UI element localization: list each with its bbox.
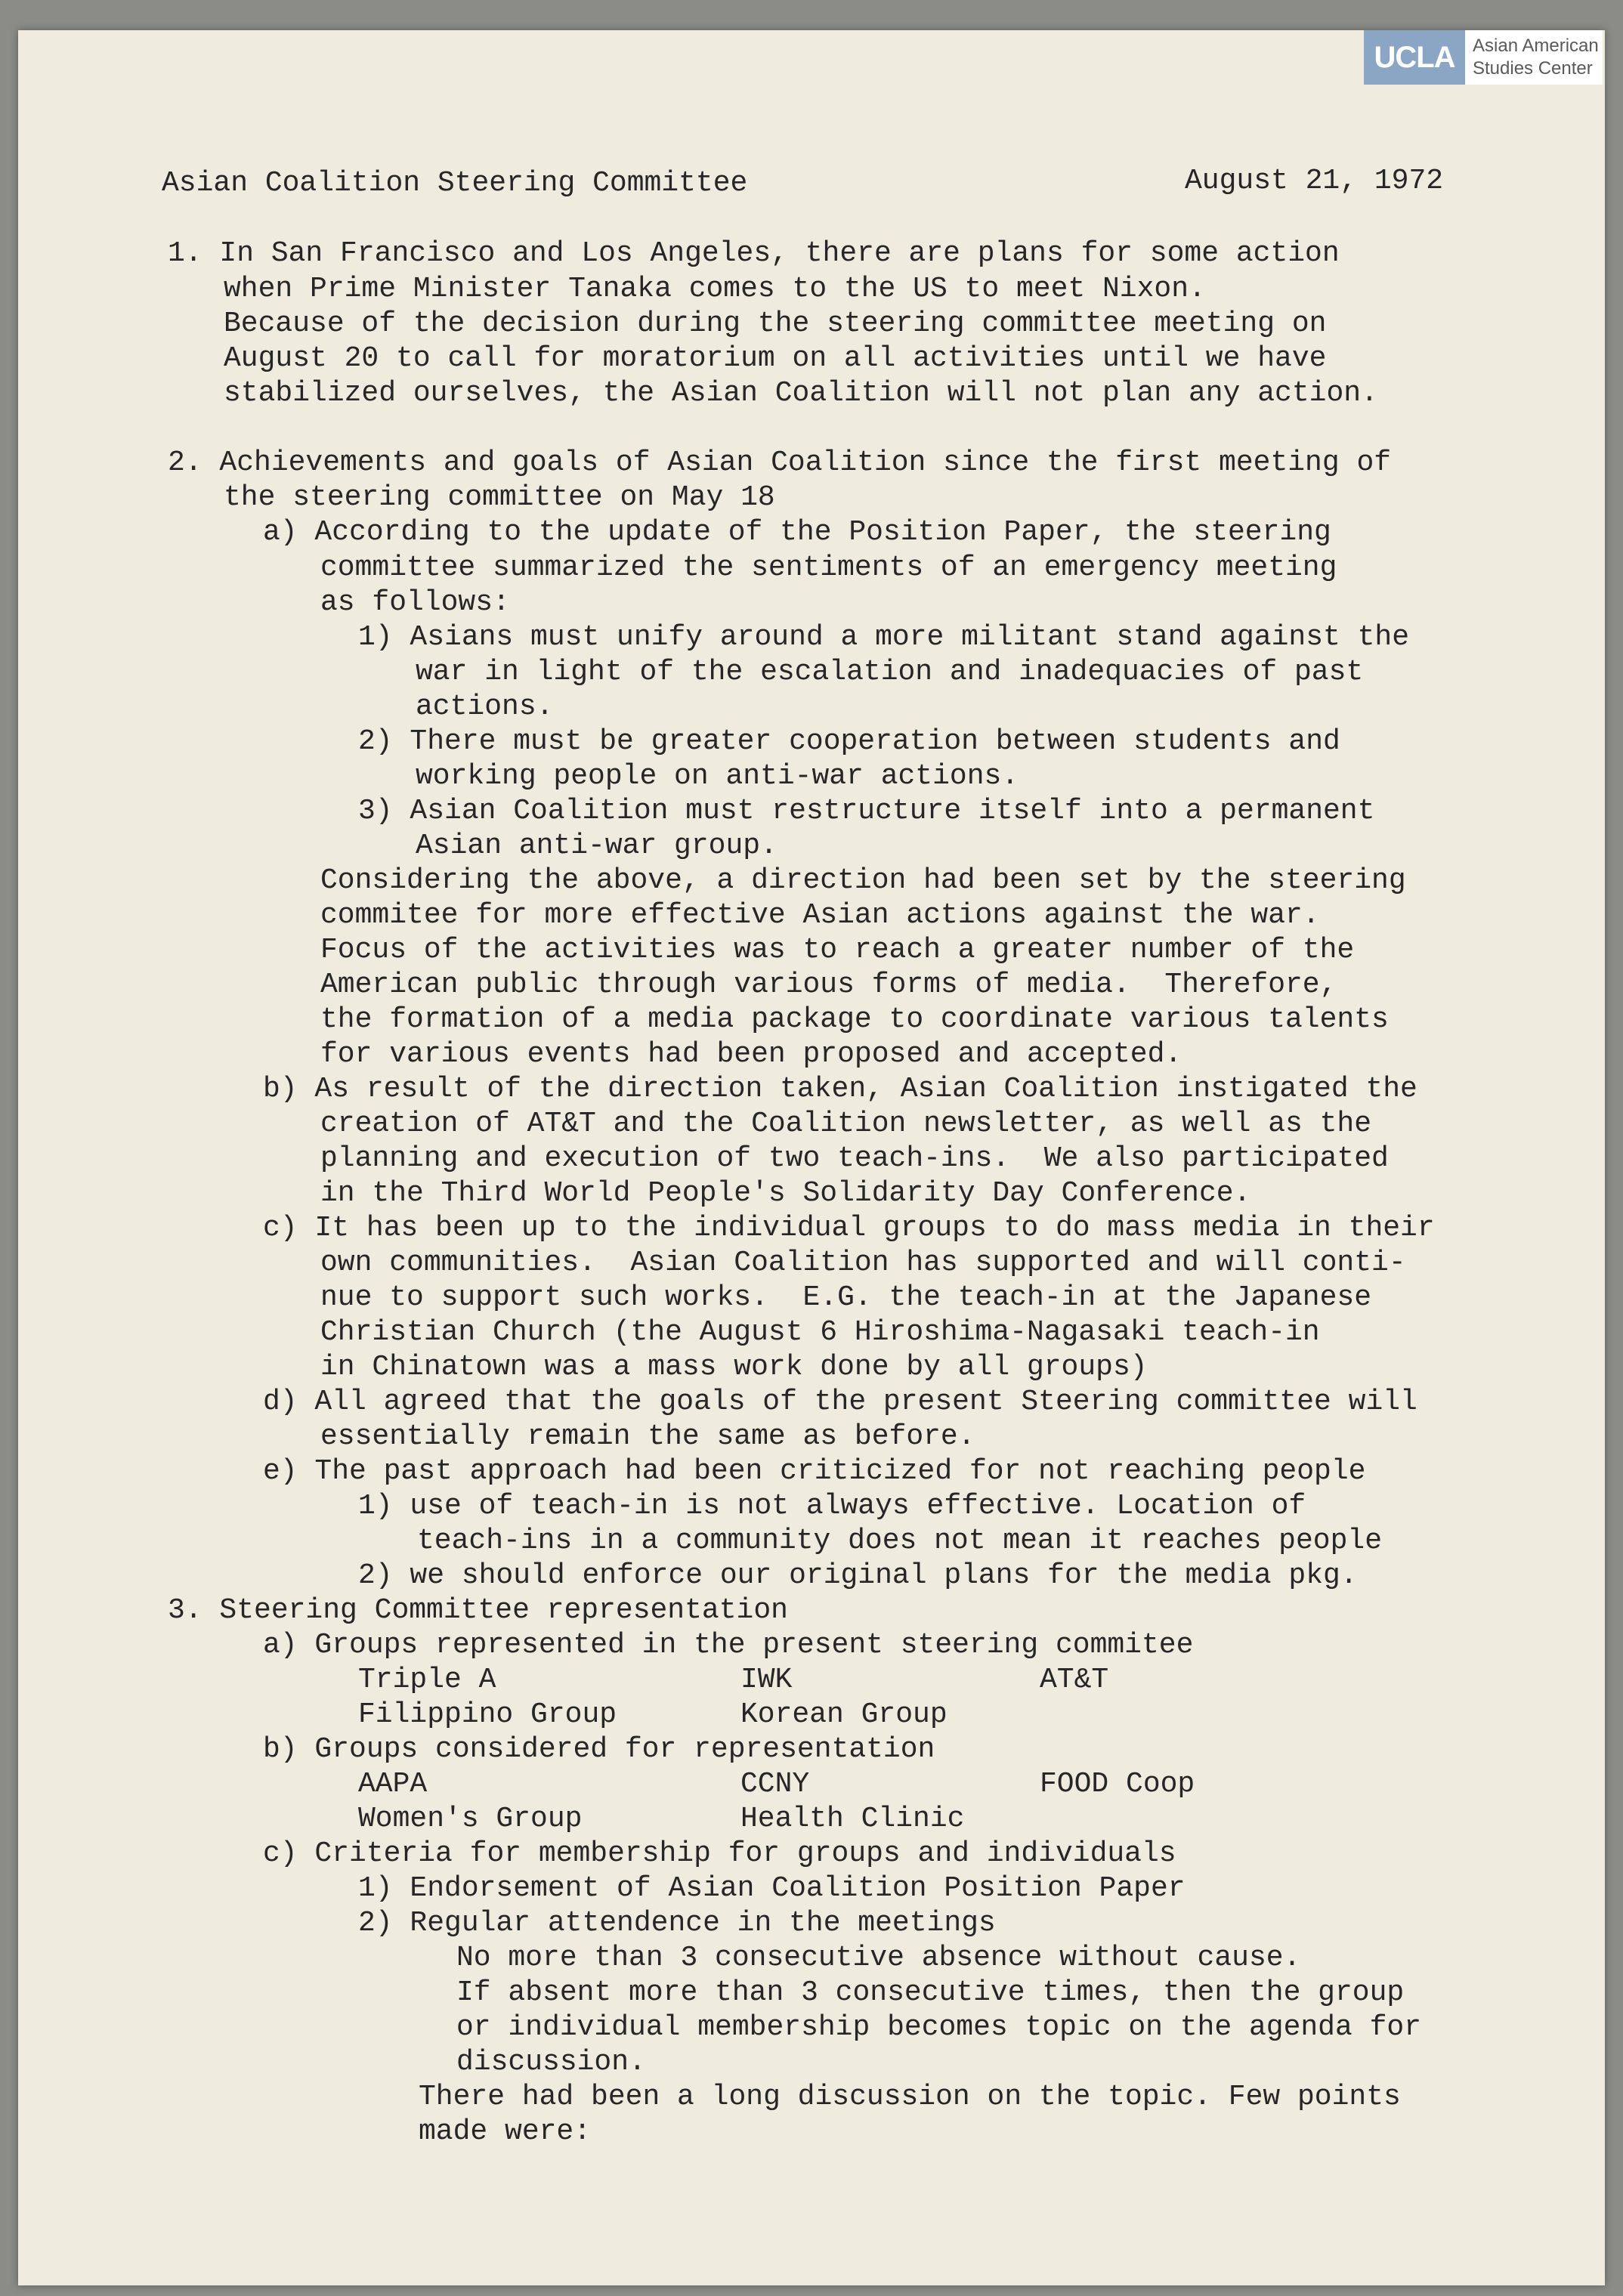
- text-line: b) As result of the direction taken, Asian Coalition instigated the: [263, 1073, 1417, 1105]
- text-line: CCNY: [740, 1768, 810, 1800]
- text-line: actions.: [416, 691, 554, 723]
- text-line: 3. Steering Committee representation: [168, 1594, 788, 1627]
- text-line: war in light of the escalation and inadequacies of past: [416, 656, 1364, 688]
- text-line: 2) There must be greater cooperation between students and: [358, 725, 1340, 758]
- text-line: made were:: [419, 2115, 592, 2148]
- text-line: when Prime Minister Tanaka comes to the US to meet Nixon.: [224, 273, 1206, 305]
- text-line: stabilized ourselves, the Asian Coalition will not plan any action.: [224, 377, 1378, 409]
- text-line: 1) Endorsement of Asian Coalition Position Paper: [358, 1872, 1186, 1905]
- text-line: teach-ins in a community does not mean it reaches people: [417, 1525, 1383, 1557]
- archive-badge: [1364, 30, 1603, 85]
- text-line: August 20 to call for moratorium on all activities until we have: [224, 342, 1327, 375]
- ucla-logo: UCLA: [1364, 30, 1465, 85]
- text-line: commitee for more effective Asian actions against the war.: [320, 899, 1320, 932]
- text-line: 1) use of teach-in is not always effective. Location of: [358, 1490, 1306, 1522]
- text-line: essentially remain the same as before.: [320, 1420, 975, 1453]
- text-line: c) Criteria for membership for groups and individuals: [263, 1837, 1176, 1870]
- text-line: c) It has been up to the individual groups to do mass media in their: [263, 1212, 1435, 1244]
- text-line: Because of the decision during the steering committee meeting on: [224, 307, 1327, 340]
- text-line: 1) Asians must unify around a more militant stand against the: [358, 621, 1410, 654]
- text-line: a) According to the update of the Position Paper, the steering: [263, 516, 1331, 549]
- text-line: creation of AT&T and the Coalition newsletter, as well as the: [320, 1108, 1372, 1140]
- text-line: Women's Group: [358, 1803, 583, 1835]
- text-line: or individual membership becomes topic on the agenda for: [456, 2011, 1422, 2044]
- text-line: own communities. Asian Coalition has supported and will conti-: [320, 1247, 1406, 1279]
- text-line: No more than 3 consecutive absence without cause.: [456, 1942, 1301, 1974]
- text-line: d) All agreed that the goals of the present Steering committee will: [263, 1386, 1417, 1418]
- text-line: working people on anti-war actions.: [416, 760, 1019, 793]
- text-line: Asian anti-war group.: [416, 830, 777, 862]
- text-line: Focus of the activities was to reach a greater number of the: [320, 934, 1355, 966]
- text-line: in the Third World People's Solidarity Day Conference.: [320, 1177, 1251, 1210]
- text-line: IWK: [740, 1664, 793, 1696]
- text-line: b) Groups considered for representation: [263, 1733, 935, 1766]
- text-line: 1. In San Francisco and Los Angeles, there are plans for some action: [168, 237, 1340, 270]
- text-line: nue to support such works. E.G. the teach-in at the Japanese: [320, 1281, 1372, 1314]
- text-line: There had been a long discussion on the topic. Few points: [419, 2081, 1401, 2113]
- text-line: e) The past approach had been criticized for not reaching people: [263, 1455, 1366, 1488]
- text-line: AT&T: [1040, 1664, 1109, 1696]
- text-line: Filippino Group: [358, 1698, 617, 1731]
- text-line: Korean Group: [740, 1698, 948, 1731]
- text-line: as follows:: [320, 586, 510, 619]
- text-line: 3) Asian Coalition must restructure itself into a permanent: [358, 795, 1375, 827]
- text-line: American public through various forms of media. Therefore,: [320, 969, 1337, 1001]
- text-line: the steering committee on May 18: [224, 481, 775, 514]
- text-line: Triple A: [358, 1664, 496, 1696]
- text-line: discussion.: [456, 2046, 646, 2078]
- text-line: 2. Achievements and goals of Asian Coalition since the first meeting of: [168, 447, 1392, 479]
- archive-name-line-1: Asian American: [1473, 36, 1599, 56]
- text-line: planning and execution of two teach-ins. We also participated: [320, 1142, 1389, 1175]
- text-line: in Chinatown was a mass work done by all groups): [320, 1351, 1148, 1383]
- text-line: 2) Regular attendence in the meetings: [358, 1907, 996, 1939]
- memo-title: Asian Coalition Steering Committee: [162, 167, 748, 199]
- text-line: the formation of a media package to coordinate various talents: [320, 1003, 1389, 1036]
- text-line: committee summarized the sentiments of an emergency meeting: [320, 552, 1337, 584]
- text-line: 2) we should enforce our original plans for the media pkg.: [358, 1559, 1358, 1592]
- text-line: FOOD Coop: [1040, 1768, 1195, 1800]
- archive-name: [1465, 30, 1603, 85]
- text-line: for various events had been proposed and accepted.: [320, 1038, 1182, 1071]
- text-line: Considering the above, a direction had been set by the steering: [320, 864, 1406, 897]
- text-line: a) Groups represented in the present steering commitee: [263, 1629, 1194, 1661]
- text-line: If absent more than 3 consecutive times, then the group: [456, 1976, 1405, 2009]
- text-line: Christian Church (the August 6 Hiroshima-Nagasaki teach-in: [320, 1316, 1320, 1349]
- text-line: Health Clinic: [740, 1803, 965, 1835]
- archive-name-line-2: Studies Center: [1473, 58, 1593, 79]
- text-line: AAPA: [358, 1768, 428, 1800]
- memo-date: August 21, 1972: [1185, 165, 1444, 197]
